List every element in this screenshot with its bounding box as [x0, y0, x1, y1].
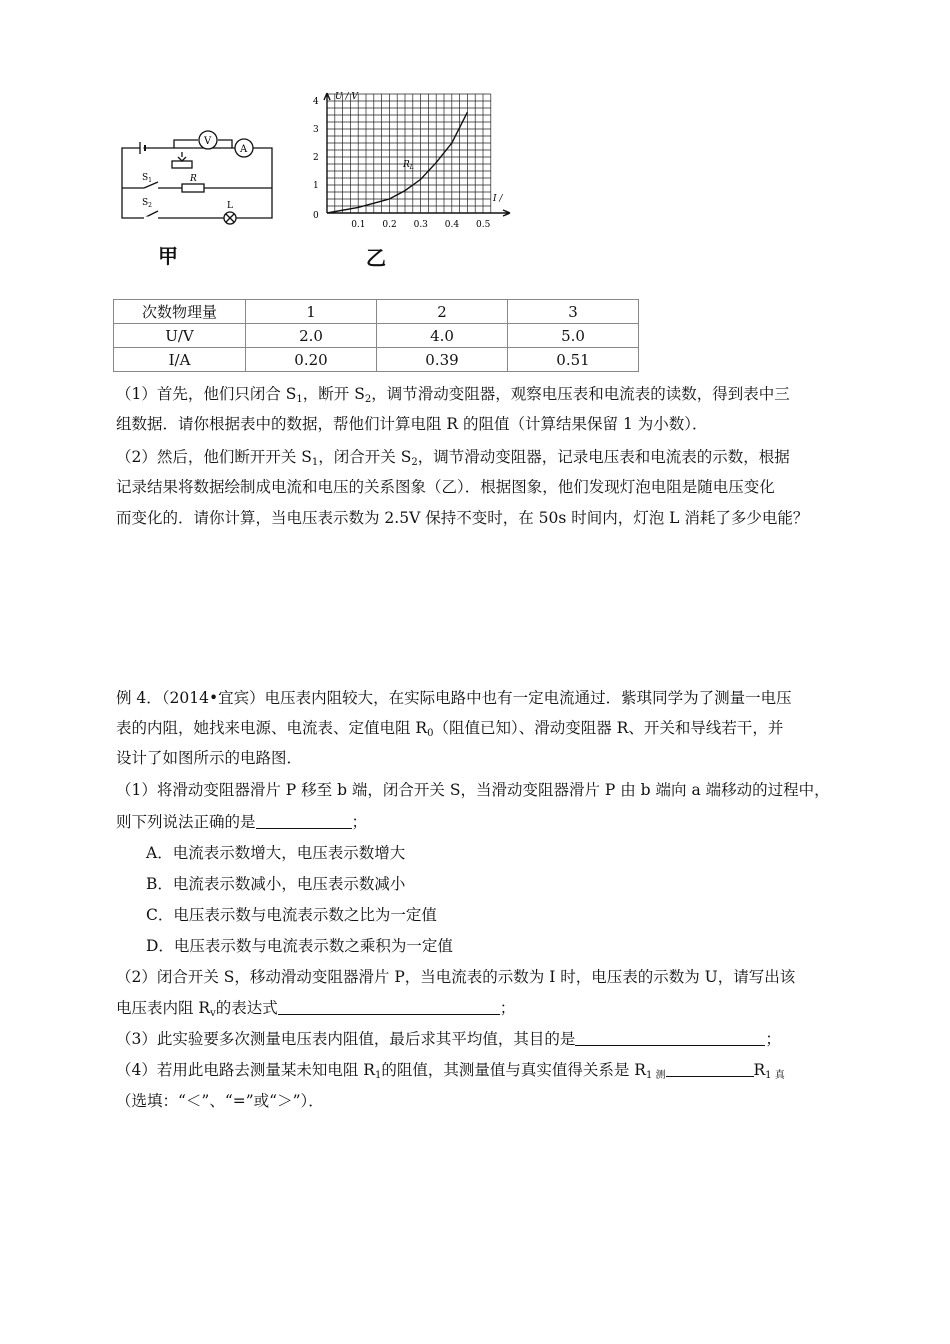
y-tick-label: 4 — [313, 97, 319, 107]
answer-blank-1[interactable] — [256, 812, 352, 829]
q1-line-1: （1）首先，他们只闭合 $S_1$，断开 $S_2$，调节滑动变阻器，观察电压表和电流表的读数，得到表中三 — [116, 385, 790, 405]
circuit-diagram — [112, 130, 282, 230]
ex4-part1-line-1: （1）将滑动变阻器滑片 P 移至 b 端，闭合开关 S，当滑动变阻器滑片 P 由 b 端向 a 端移动的过程中， — [116, 781, 830, 799]
x-tick-label: 0.5 — [476, 220, 491, 230]
ex4-part4-line-1: （4）若用此电路去测量某未知电阻 $R_1$的阻值，其测量值与真实值得关系是 $R_{1 测}$ $R_{1 真}$ — [116, 1061, 785, 1081]
table-header-cell: 次数物理量 — [114, 300, 246, 324]
table-row — [114, 348, 639, 372]
ammeter-label: A — [240, 144, 248, 155]
answer-blank-4[interactable] — [666, 1060, 754, 1077]
table-header-row — [114, 300, 639, 324]
origin-label: 0 — [313, 211, 319, 221]
table-cell: 5.0 — [508, 324, 639, 348]
table-header-cell: 2 — [377, 300, 508, 324]
u-i-graph — [305, 85, 520, 235]
table-cell: 4.0 — [377, 324, 508, 348]
lamp-label: L — [227, 201, 233, 211]
table-cell: I/A — [114, 348, 246, 372]
q2-line-1: （2）然后，他们断开开关 $S_1$，闭合开关 $S_2$，调节滑动变阻器，记录电压表和电流表的示数，根据 — [116, 448, 790, 468]
ex4-line-3: 设计了如图所示的电路图． — [116, 749, 303, 767]
ex4-part2-line-1: （2）闭合开关 S，移动滑动变阻器滑片 P，当电流表的示数为 I 时，电压表的示数为 U，请写出该 — [116, 968, 796, 986]
ex4-part4-line-2: （选填：“＜”、“=”或“＞”）． — [116, 1092, 324, 1110]
graph-axes — [324, 93, 510, 216]
s2-label: $S_2$ — [142, 198, 152, 209]
table-header-cell: 3 — [508, 300, 639, 324]
voltmeter-label: V — [204, 136, 212, 147]
y-axis-label: U / V — [335, 92, 358, 102]
data-table — [113, 299, 639, 372]
graph-label: 乙 — [366, 246, 386, 270]
x-tick-label: 0.3 — [413, 220, 428, 230]
option-c: C．电压表示数与电流表示数之比为一定值 — [146, 906, 437, 924]
resistor-label: R — [190, 174, 197, 184]
table-row — [114, 324, 639, 348]
answer-blank-3[interactable] — [575, 1029, 765, 1046]
graph-grid — [327, 94, 491, 213]
option-d: D．电压表示数与电流表示数之乘积为一定值 — [146, 937, 453, 955]
q2-line-3: 而变化的．请你计算，当电压表示数为 2.5V 保持不变时，在 50s 时间内，灯泡 L 消耗了多少电能？ — [116, 509, 809, 527]
table-cell: U/V — [114, 324, 246, 348]
option-a: A．电流表示数增大，电压表示数增大 — [146, 844, 406, 862]
y-tick-label: 3 — [313, 125, 319, 135]
table-cell: 0.20 — [246, 348, 377, 372]
s1-label: $S_1$ — [142, 173, 152, 184]
answer-blank-2[interactable] — [278, 998, 500, 1015]
x-axis-label: I / — [493, 194, 503, 204]
table-header-cell: 1 — [246, 300, 377, 324]
x-tick-label: 0.2 — [382, 220, 397, 230]
circuit-label: 甲 — [158, 244, 178, 268]
q1-line-2: 组数据．请你根据表中的数据，帮他们计算电阻 R 的阻值（计算结果保留 1 为小数）． — [116, 415, 708, 433]
ex4-part1-line-2: 则下列说法正确的是 ； — [116, 813, 368, 831]
x-tick-label: 0.4 — [444, 220, 460, 230]
ex4-line-1: 例 4．（2014•宜宾）电压表内阻较大，在实际电路中也有一定电流通过．紫琪同学为了测量一电压 — [116, 689, 792, 707]
y-tick-label: 1 — [313, 181, 319, 191]
ex4-line-2: 表的内阻，她找来电源、电流表、定值电阻 $R_0$（阻值已知）、滑动变阻器 R、开关和导线若干，并 — [116, 719, 784, 739]
table-cell: 2.0 — [246, 324, 377, 348]
y-tick-label: 2 — [313, 153, 319, 163]
q2-line-2: 记录结果将数据绘制成电流和电压的关系图象（乙）．根据图象，他们发现灯泡电阻是随电压变化 — [116, 478, 775, 496]
ex4-part2-line-2: 电压表内阻 $R_v$的表达式 ； — [116, 999, 516, 1019]
option-b: B．电流表示数减小，电压表示数减小 — [146, 875, 406, 893]
table-cell: 0.51 — [508, 348, 639, 372]
x-tick-label: 0.1 — [351, 220, 366, 230]
curve-label: $R_L$ — [403, 160, 414, 171]
table-cell: 0.39 — [377, 348, 508, 372]
ex4-part3: （3）此实验要多次测量电压表内阻值，最后求其平均值，其目的是 ； — [116, 1030, 781, 1048]
